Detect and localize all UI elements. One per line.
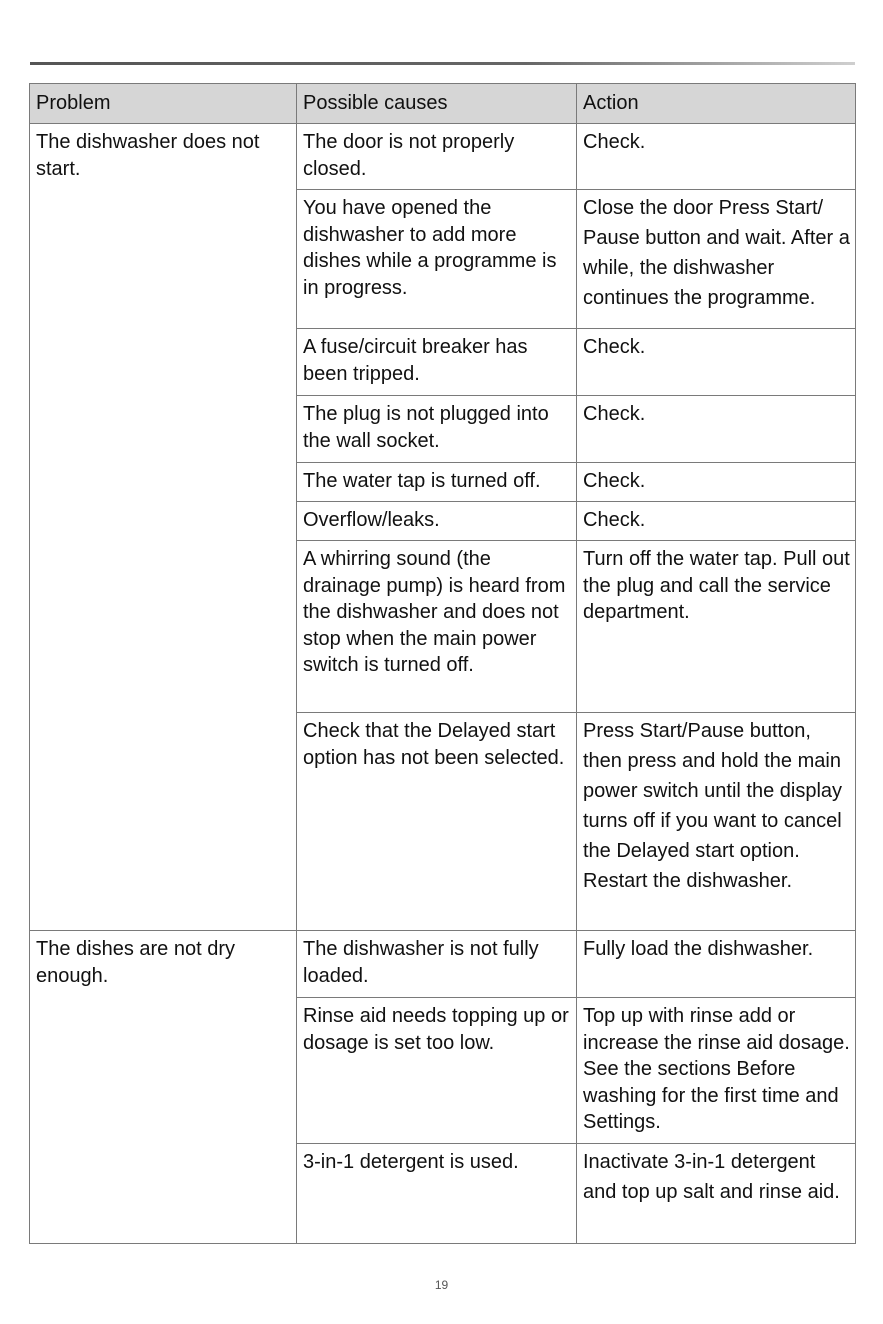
troubleshooting-table bbox=[29, 83, 856, 1244]
cause-cell: The door is not properly closed. bbox=[297, 124, 577, 190]
header-possible-causes: Possible causes bbox=[297, 84, 577, 124]
table-row bbox=[30, 931, 856, 998]
table-header-row bbox=[30, 84, 856, 124]
cause-cell: Rinse aid needs topping up or dosage is set too low. bbox=[297, 998, 577, 1144]
cause-cell: The water tap is turned off. bbox=[297, 463, 577, 502]
problem-cell: The dishwasher does not start. bbox=[30, 124, 297, 931]
action-cell: Top up with rinse add or increase the rinse aid dosage. See the sections Before washing for the first time and Settings. bbox=[577, 998, 856, 1144]
problem-cell: The dishes are not dry enough. bbox=[30, 931, 297, 1244]
action-cell: Check. bbox=[577, 463, 856, 502]
action-cell: Check. bbox=[577, 502, 856, 541]
cause-cell: A fuse/circuit breaker has been tripped. bbox=[297, 329, 577, 396]
cause-cell: A whirring sound (the drainage pump) is heard from the dishwasher and does not stop when the main power switch is turned off. bbox=[297, 541, 577, 713]
cause-cell: Overflow/leaks. bbox=[297, 502, 577, 541]
action-cell: Check. bbox=[577, 396, 856, 463]
cause-cell: The plug is not plugged into the wall socket. bbox=[297, 396, 577, 463]
action-cell: Turn off the water tap. Pull out the plug and call the service department. bbox=[577, 541, 856, 713]
action-cell: Press Start/Pause button, then press and hold the main power switch until the display turns off if you want to cancel the Delayed start option. Restart the dishwasher. bbox=[577, 713, 856, 931]
action-cell: Close the door Press Start/ Pause button and wait. After a while, the dishwasher continues the programme. bbox=[577, 190, 856, 329]
header-problem: Problem bbox=[30, 84, 297, 124]
action-cell: Inactivate 3-in-1 detergent and top up salt and rinse aid. bbox=[577, 1144, 856, 1244]
cause-cell: Check that the Delayed start option has not been selected. bbox=[297, 713, 577, 931]
action-cell: Check. bbox=[577, 124, 856, 190]
header-action: Action bbox=[577, 84, 856, 124]
cause-cell: The dishwasher is not fully loaded. bbox=[297, 931, 577, 998]
action-cell: Fully load the dishwasher. bbox=[577, 931, 856, 998]
table-row bbox=[30, 124, 856, 190]
cause-cell: You have opened the dishwasher to add more dishes while a programme is in progress. bbox=[297, 190, 577, 329]
action-cell: Check. bbox=[577, 329, 856, 396]
header-rule bbox=[30, 62, 855, 65]
page-number: 19 bbox=[434, 1278, 449, 1292]
cause-cell: 3-in-1 detergent is used. bbox=[297, 1144, 577, 1244]
